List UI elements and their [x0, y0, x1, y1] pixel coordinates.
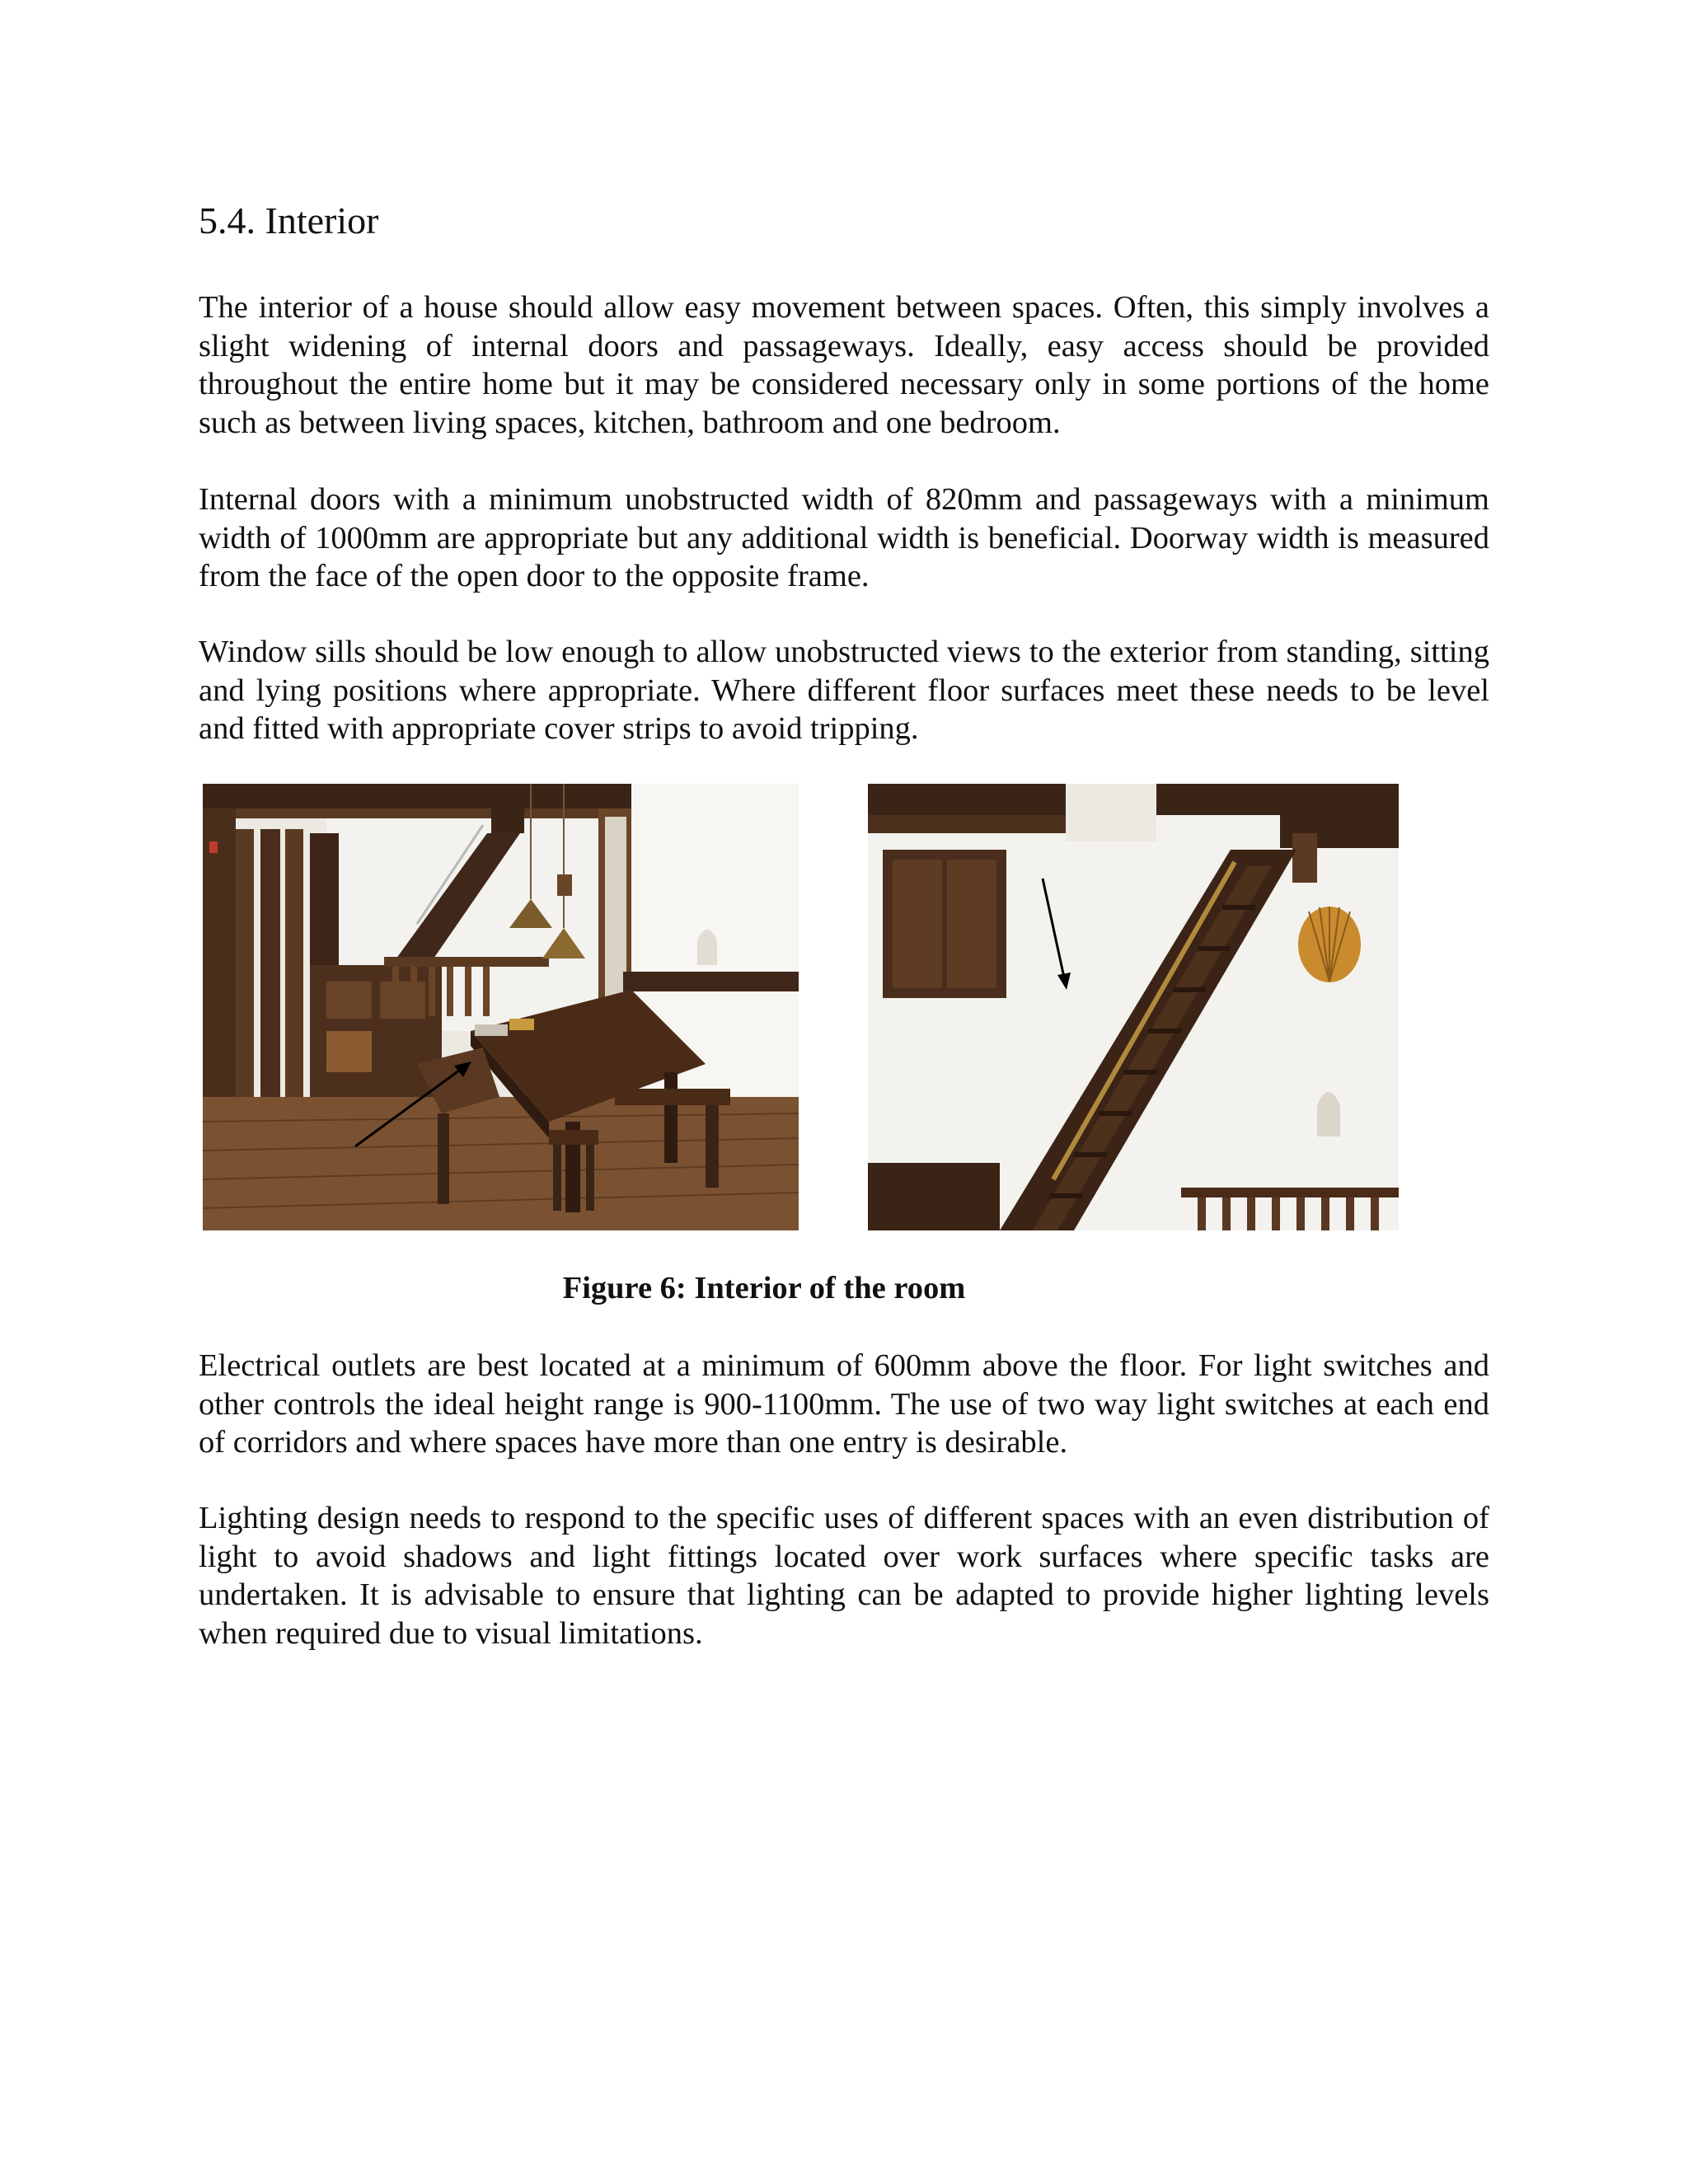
- paragraph-easy-movement: The interior of a house should allow easy movement between spaces. Often, this simply involves a slight widening of internal doors and passageways. Ideally, easy access should be provided throughout the entire home but it may be considered necessary only in some portions of the home such as between living spaces, kitchen, bathroom and one bedroom.: [199, 290, 1489, 440]
- dining-room-photo: [203, 784, 799, 1230]
- section-heading: 5.4. Interior: [199, 199, 379, 241]
- figure-caption: Figure 6: Interior of the room: [562, 1271, 966, 1305]
- staircase-illustration: [868, 784, 1399, 1230]
- paragraph-lighting-design: Lighting design needs to respond to the specific uses of different spaces with an even distribution of light to avoid shadows and light fittings located over work surfaces where specific tasks are undertaken. It is advisable to ensure that lighting can be adapted to provide higher lighting levels when required due to visual limitations.: [199, 1501, 1489, 1651]
- paragraph-electrical-outlets: Electrical outlets are best located at a minimum of 600mm above the floor. For light switches and other controls the ideal height range is 900-1100mm. The use of two way light switches at each end of corridors and where spaces have more than one entry is desirable.: [199, 1348, 1489, 1460]
- staircase-photo: [868, 784, 1399, 1230]
- paragraph-window-sills: Window sills should be low enough to allow unobstructed views to the exterior from standing, sitting and lying positions where appropriate. Where different floor surfaces meet these needs to be level and fitted with appropriate cover strips to avoid tripping.: [199, 635, 1489, 746]
- dining-room-illustration: [203, 784, 799, 1230]
- paragraph-door-widths: Internal doors with a minimum unobstructed width of 820mm and passageways with a minimum width of 1000mm are appropriate but any additional width is beneficial. Doorway width is measured from the face of the open door to the opposite frame.: [199, 482, 1489, 593]
